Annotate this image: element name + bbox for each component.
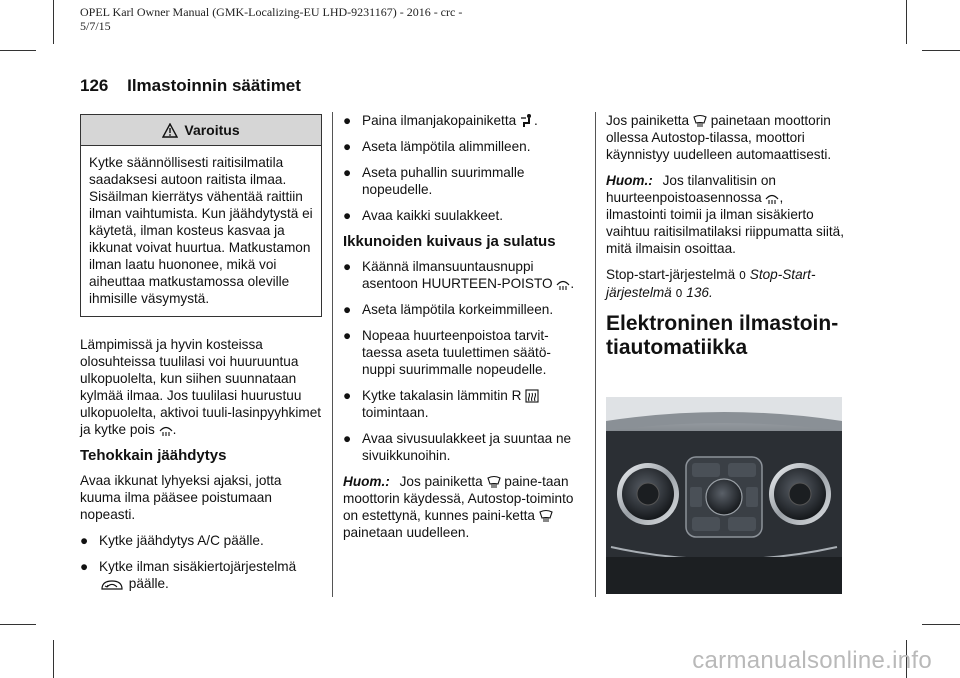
bullet-dot: ● [343, 113, 352, 128]
note-paragraph [606, 172, 846, 257]
crop-mark [0, 624, 36, 625]
document-meta-header [80, 5, 500, 33]
paragraph [606, 112, 846, 163]
list-item [343, 327, 579, 378]
column-3 [606, 112, 846, 382]
paragraph-text: Lämpimissä ja hyvin kosteissa olosuhteissa tuulilasi voi huuruuntua ulkopuolelta, kun siihen suunnataan kylmää ilmaa. Jos tuulilasi huurustuu ulkopuolelta, aktivoi tuuli-lasinpyyhkimet ja kytke pois [80, 337, 322, 437]
subheading: Ikkunoiden kuivaus ja sulatus [343, 233, 556, 250]
list-item [343, 301, 579, 318]
list-item-text: Aseta lämpötila korkeimmilleen. [362, 302, 554, 317]
paragraph: Lämpimissä ja hyvin kosteissa olosuhteissa tuulilasi voi huuruuntua ulkopuolelta, kun siihen suunnataan kylmää ilmaa. Jos tuulilasi huurustuu ulkopuolelta, aktivoi tuuli-lasinpyyhkimet ja kytke pois . [80, 337, 322, 437]
list-item-text: Nopeaa huurteenpoistoa tarvit-taessa aseta tuulettimen säätö-nuppi suurimmalle nopeudelle. [362, 328, 551, 377]
warning-title: Varoitus [184, 121, 240, 138]
watermark: carmanualsonline.info [692, 647, 932, 674]
defrost-icon [159, 423, 173, 437]
list-item-text: Aseta puhallin suurimmalle nopeudelle. [362, 165, 525, 197]
bullet-dot: ● [343, 431, 352, 446]
air-distribution-face-icon [520, 113, 534, 128]
list-item-text: Kytke takalasin lämmitin R [362, 388, 522, 403]
bullet-dot: ● [343, 208, 352, 223]
crop-mark [0, 50, 36, 51]
warning-triangle-icon [162, 123, 178, 138]
xref-link[interactable]: Stop-Start-järjestelmä [606, 267, 816, 300]
list-item [343, 138, 579, 155]
xref-text: Stop-start-järjestelmä [606, 267, 736, 282]
climate-panel-illustration [606, 397, 842, 594]
list-item-text: Avaa kaikki suulakkeet. [362, 208, 504, 223]
list-item-text: päälle. [128, 576, 169, 591]
bullet-dot: ● [80, 533, 89, 548]
list-item-text: Kytke jäähdytys A/C päälle. [99, 533, 264, 548]
column-divider [595, 112, 596, 597]
crop-mark [922, 50, 960, 51]
xref-arrow-icon: 0 [738, 269, 746, 282]
note-label: Huom.: [343, 474, 390, 489]
recirculation-icon [99, 579, 125, 591]
list-item [343, 207, 579, 224]
list-item-text: toimintaan. [362, 405, 429, 420]
cross-reference: Stop-start-järjestelmä 0 Stop-Start-järjestelmä 0 136. [606, 267, 816, 300]
list-item: ● Paina ilmanjakopainiketta . [343, 113, 538, 128]
paragraph-text: painetaan moottorin ollessa Autostop-tilassa, moottori käynnistyy uudelleen automaattisesti. [606, 113, 832, 162]
list-item-text: Kytke ilman sisäkiertojärjestelmä [99, 559, 297, 574]
note-text: paine-taan moottorin käydessä, Autostop-toiminto on estettynä, kunnes paini-ketta [343, 474, 574, 523]
column-divider [332, 112, 333, 597]
windscreen-defrost-icon [539, 509, 553, 523]
defrost-icon [556, 277, 570, 291]
list-item [80, 532, 322, 549]
crop-mark [922, 624, 960, 625]
list-item-text: Käännä ilmansuuntausnuppi asentoon HUURTEEN-POISTO [362, 259, 553, 291]
bullet-dot: ● [343, 328, 352, 343]
meta-line: 5/7/15 [80, 19, 111, 33]
list-item [343, 164, 579, 198]
defrost-icon [765, 191, 779, 205]
paragraph: Avaa ikkunat lyhyeksi ajaksi, jotta kuuma ilma pääsee poistumaan nopeasti. [80, 473, 282, 522]
list-item: ● Käännä ilmansuuntausnuppi asentoon HUURTEEN-POISTO . [343, 259, 575, 291]
note-text: painetaan uudelleen. [343, 525, 470, 540]
column-1 [80, 112, 322, 601]
list-item [343, 430, 579, 464]
note-paragraph [343, 473, 579, 541]
bullet-dot: ● [343, 302, 352, 317]
crop-mark [53, 0, 54, 44]
xref-arrow-icon: 0 [675, 287, 683, 300]
paragraph-text: Jos painiketta [606, 113, 690, 128]
windscreen-defrost-icon [487, 475, 501, 489]
warning-header [81, 115, 321, 146]
meta-line: OPEL Karl Owner Manual (GMK-Localizing-EU LHD-9231167) - 2016 - crc - [80, 5, 463, 19]
column-2 [343, 112, 579, 550]
note-text: , ilmastointi toimii ja ilman sisäkierto vaihtuu raitisilmatilaksi riippumatta siitä, mitä ilmaisin osoittaa. [606, 190, 844, 256]
crop-mark [53, 640, 54, 678]
list-item-text: Aseta lämpötila alimmilleen. [362, 139, 531, 154]
note-text: Jos tilanvalitisin on huurteenpoistoasennossa [606, 173, 776, 205]
bullet-dot: ● [343, 139, 352, 154]
note-label: Huom.: [606, 173, 653, 188]
bullet-dot: ● [343, 388, 352, 403]
list-item-text: Avaa sivusuulakkeet ja suuntaa ne sivuikkunoihin. [362, 431, 572, 463]
bullet-dot: ● [343, 259, 352, 274]
running-head [80, 76, 301, 96]
subheading: Tehokkain jäähdytys [80, 447, 227, 464]
bullet-dot: ● [343, 165, 352, 180]
list-item [343, 387, 579, 421]
section-title: Ilmastoinnin säätimet [127, 76, 301, 95]
note-text: Jos painiketta [399, 474, 483, 489]
rear-window-heater-icon [525, 389, 539, 403]
bullet-dot: ● [80, 559, 89, 574]
xref-page-link[interactable]: 136 [686, 285, 709, 300]
page-number: 126 [80, 76, 109, 95]
list-item-text: Paina ilmanjakopainiketta [362, 113, 517, 128]
warning-box [80, 114, 322, 317]
warning-text: Kytke säännöllisesti raitisilmatila saadaksesi autoon raitista ilmaa. Sisäilman kierrätys vähentää raittiin ilman vaihtumista. Kun jäähdytystä ei käytetä, ilman kosteus kasvaa ja ikkunat voivat huurtua. Matkustamon ilman laatu huononee, mikä voi aiheuttaa matkustamossa oleville ihmisille väsymystä. [89, 155, 313, 306]
windscreen-defrost-icon [693, 114, 707, 128]
list-item [80, 558, 322, 592]
section-heading: Elektroninen ilmastoin-tiautomatiikka [606, 312, 839, 359]
crop-mark [906, 0, 907, 44]
climate-control-photo [606, 397, 842, 594]
